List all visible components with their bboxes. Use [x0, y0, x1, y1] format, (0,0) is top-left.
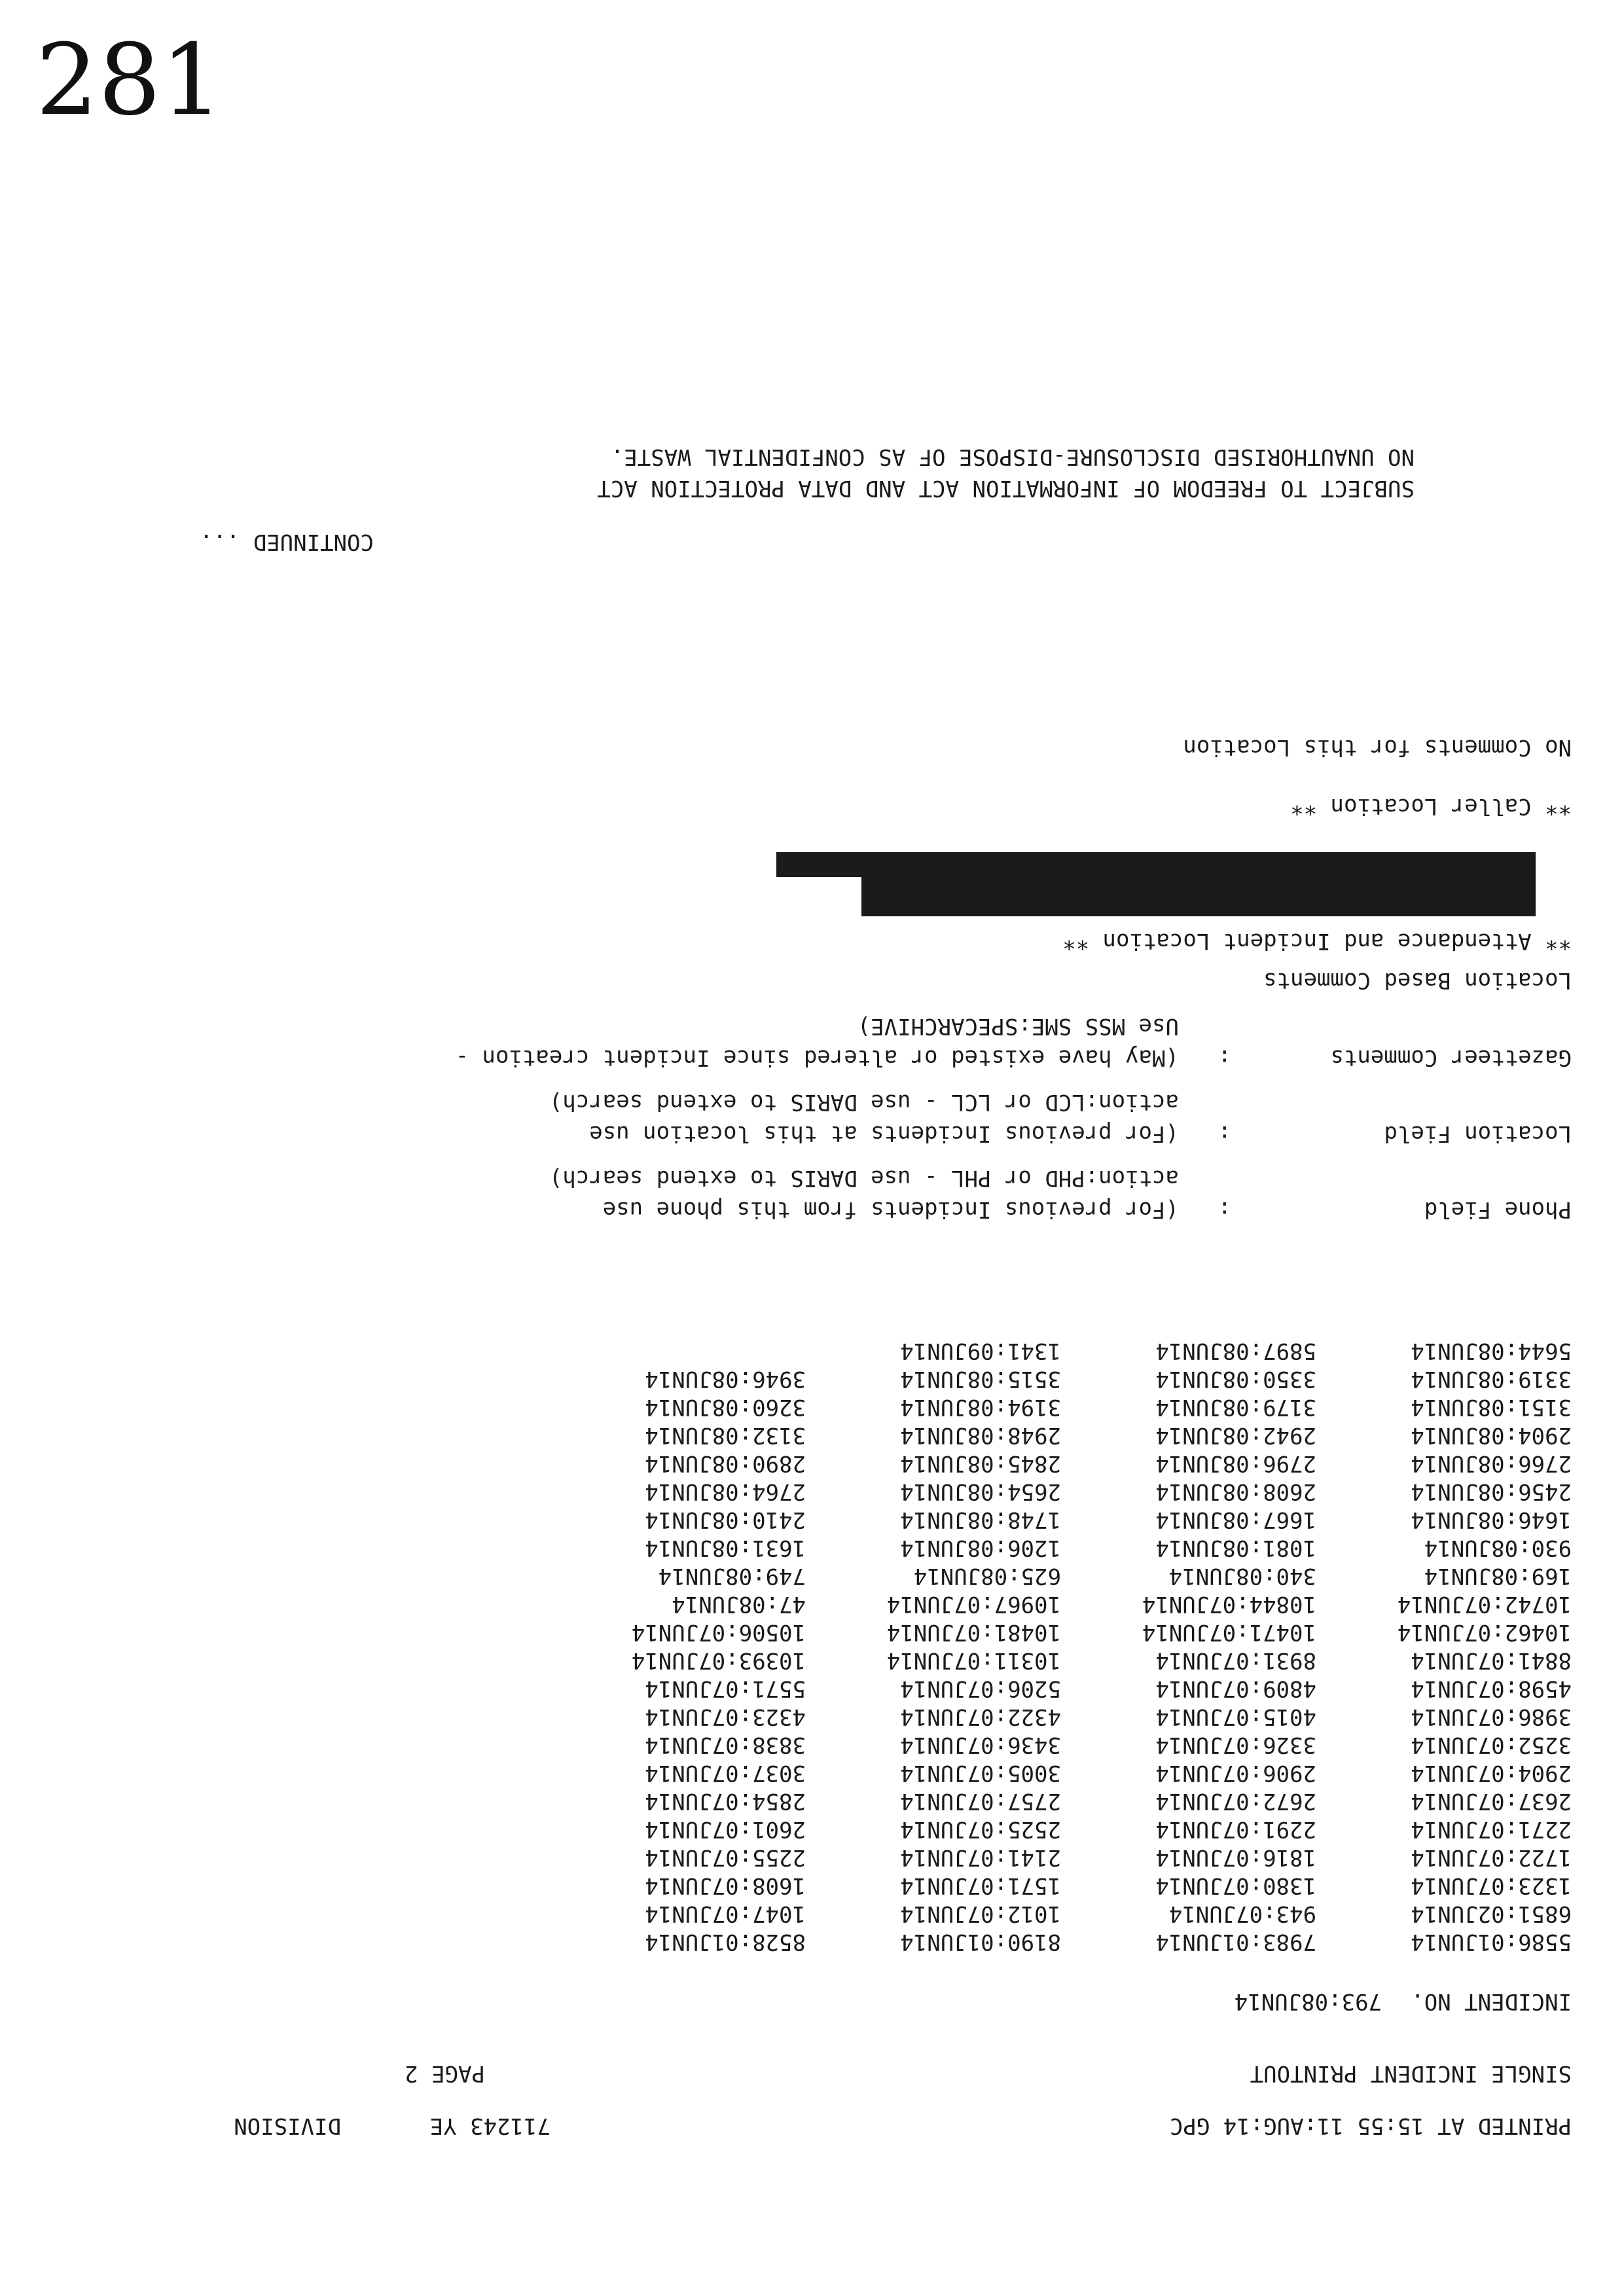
incident-cell: 10742:07JUN14: [1397, 1591, 1572, 1617]
continued-marker: CONTINUED ...: [199, 529, 374, 555]
no-comments-text: No Comments for this Location: [1183, 734, 1572, 761]
incident-label: INCIDENT NO.: [1411, 1988, 1572, 2015]
incident-cell: 4809:07JUN14: [1155, 1676, 1316, 1702]
incident-cell: 5571:07JUN14: [645, 1676, 806, 1702]
incident-cell: 1380:07JUN14: [1155, 1873, 1316, 1899]
incident-cell: 2796:08JUN14: [1155, 1450, 1316, 1477]
incident-cell: 47:08JUN14: [672, 1591, 806, 1617]
incident-cell: 1047:07JUN14: [645, 1901, 806, 1927]
incident-cell: 10967:07JUN14: [886, 1591, 1061, 1617]
incident-cell: 5586:01JUN14: [1411, 1929, 1572, 1955]
division-label: DIVISION: [234, 2113, 341, 2139]
incident-cell: 1081:08JUN14: [1155, 1535, 1316, 1561]
incident-cell: 3151:08JUN14: [1411, 1394, 1572, 1420]
incident-cell: 1748:08JUN14: [900, 1507, 1061, 1533]
incident-cell: 1608:07JUN14: [645, 1873, 806, 1899]
phone-field-colon: :: [1218, 1196, 1231, 1223]
location-field-note-line1: (For previous Incidents at this location use: [589, 1121, 1179, 1147]
redaction-bar: [776, 852, 1536, 877]
incident-cell: 4015:07JUN14: [1155, 1704, 1316, 1730]
incident-cell: 2854:07JUN14: [645, 1788, 806, 1814]
phone-field-label: Phone Field: [1424, 1196, 1572, 1223]
incident-cell: 4322:07JUN14: [900, 1704, 1061, 1730]
incident-column-3: [887, 1336, 1061, 1956]
incident-cell: 7983:01JUN14: [1155, 1929, 1316, 1955]
incident-cell: 1816:07JUN14: [1155, 1844, 1316, 1871]
incident-cell: 10844:07JUN14: [1142, 1591, 1316, 1617]
incident-cell: 2904:08JUN14: [1411, 1422, 1572, 1448]
incident-cell: 6851:02JUN14: [1411, 1901, 1572, 1927]
incident-cell: 2942:08JUN14: [1155, 1422, 1316, 1448]
incident-cell: 3194:08JUN14: [900, 1394, 1061, 1420]
incident-cell: 1571:07JUN14: [900, 1873, 1061, 1899]
incident-cell: 10393:07JUN14: [631, 1647, 806, 1674]
incident-cell: 3436:07JUN14: [900, 1732, 1061, 1758]
gazetteer-comments-note-line1: (May have existed or altered since Incident creation -: [455, 1045, 1179, 1071]
incident-cell: 1341:09JUN14: [900, 1338, 1061, 1364]
incident-cell: 2890:08JUN14: [645, 1450, 806, 1477]
incident-cell: 5644:08JUN14: [1411, 1338, 1572, 1364]
incident-cell: 2906:07JUN14: [1155, 1760, 1316, 1786]
incident-cell: 8190:01JUN14: [900, 1929, 1061, 1955]
incident-cell: 2141:07JUN14: [900, 1844, 1061, 1871]
incident-column-1: [1398, 1336, 1572, 1956]
incident-cell: 2637:07JUN14: [1411, 1788, 1572, 1814]
incident-column-2: [1142, 1336, 1316, 1956]
incident-cell: 2904:07JUN14: [1411, 1760, 1572, 1786]
incident-cell: [632, 1336, 806, 1365]
incident-cell: 749:08JUN14: [658, 1563, 806, 1589]
redaction-bar: [861, 877, 1536, 916]
gazetteer-comments-colon: :: [1218, 1045, 1231, 1071]
incident-cell: 8841:07JUN14: [1411, 1647, 1572, 1674]
incident-cell: 3005:07JUN14: [900, 1760, 1061, 1786]
incident-cell: 3260:08JUN14: [645, 1394, 806, 1420]
incident-cell: 3986:07JUN14: [1411, 1704, 1572, 1730]
printed-at-line: PRINTED AT 15:55 11:AUG:14 GPC: [1169, 2113, 1572, 2139]
incident-cell: 3132:08JUN14: [645, 1422, 806, 1448]
phone-field-note-line1: (For previous Incidents from this phone use: [602, 1196, 1179, 1223]
incident-cell: 1722:07JUN14: [1411, 1844, 1572, 1871]
incident-cell: 169:08JUN14: [1424, 1563, 1572, 1589]
incident-cell: 2608:08JUN14: [1155, 1479, 1316, 1505]
gazetteer-comments-note-line2: Use MSS SME:SPECARCHIVE): [857, 1013, 1179, 1039]
incident-cell: 3838:07JUN14: [645, 1732, 806, 1758]
incident-cell: 943:07JUN14: [1168, 1901, 1316, 1927]
phone-field-note-line2: action:PHD or PHL - use DARIS to extend search): [549, 1165, 1179, 1191]
gazetteer-comments-label: Gazetteer Comments: [1330, 1045, 1572, 1071]
location-field-label: Location Field: [1384, 1121, 1572, 1147]
document-title: SINGLE INCIDENT PRINTOUT: [1250, 2060, 1572, 2087]
reference-code: 711243 YE: [429, 2113, 550, 2139]
incident-cell: 10471:07JUN14: [1142, 1619, 1316, 1645]
incident-cell: 2654:08JUN14: [900, 1479, 1061, 1505]
incident-cell: 3350:08JUN14: [1155, 1366, 1316, 1392]
incident-cell: 3037:07JUN14: [645, 1760, 806, 1786]
attendance-location-heading: ** Attendance and Incident Location **: [1062, 928, 1572, 954]
incident-cell: 2845:08JUN14: [900, 1450, 1061, 1477]
incident-cell: 4323:07JUN14: [645, 1704, 806, 1730]
incident-cell: 2456:08JUN14: [1411, 1479, 1572, 1505]
incident-cell: 5206:07JUN14: [900, 1676, 1061, 1702]
incident-cell: 3326:07JUN14: [1155, 1732, 1316, 1758]
incident-cell: 2764:08JUN14: [645, 1479, 806, 1505]
incident-cell: 3515:08JUN14: [900, 1366, 1061, 1392]
incident-cell: 1323:07JUN14: [1411, 1873, 1572, 1899]
incident-cell: 4598:07JUN14: [1411, 1676, 1572, 1702]
incident-cell: 10481:07JUN14: [886, 1619, 1061, 1645]
foi-notice-line2: NO UNAUTHORISED DISCLOSURE-DISPOSE OF AS CONFIDENTIAL WASTE.: [610, 444, 1415, 470]
incident-cell: 340:08JUN14: [1168, 1563, 1316, 1589]
incident-cell: 2948:08JUN14: [900, 1422, 1061, 1448]
caller-location-heading: ** Caller Location **: [1290, 793, 1572, 819]
incident-cell: 8528:01JUN14: [645, 1929, 806, 1955]
incident-number: 793:08JUN14: [1234, 1988, 1382, 2015]
location-based-comments-heading: Location Based Comments: [1263, 967, 1572, 994]
incident-cell: 1646:08JUN14: [1411, 1507, 1572, 1533]
incident-cell: 2672:07JUN14: [1155, 1788, 1316, 1814]
incident-cell: 10506:07JUN14: [631, 1619, 806, 1645]
incident-cell: 8931:07JUN14: [1155, 1647, 1316, 1674]
handwritten-page-number: 281: [35, 24, 223, 137]
incident-cell: 1206:08JUN14: [900, 1535, 1061, 1561]
incident-cell: 3252:07JUN14: [1411, 1732, 1572, 1758]
location-field-note-line2: action:LCD or LCL - use DARIS to extend search): [549, 1089, 1179, 1115]
incident-cell: 2766:08JUN14: [1411, 1450, 1572, 1477]
location-field-colon: :: [1218, 1121, 1231, 1147]
incident-cell: 2255:07JUN14: [645, 1844, 806, 1871]
incident-cell: 2757:07JUN14: [900, 1788, 1061, 1814]
incident-cell: 2601:07JUN14: [645, 1816, 806, 1842]
incident-cell: 2291:07JUN14: [1155, 1816, 1316, 1842]
incident-cell: 2410:08JUN14: [645, 1507, 806, 1533]
incident-cell: 5897:08JUN14: [1155, 1338, 1316, 1364]
incident-cell: 1667:08JUN14: [1155, 1507, 1316, 1533]
page-number: PAGE 2: [405, 2060, 485, 2087]
incident-cell: 930:08JUN14: [1424, 1535, 1572, 1561]
incident-cell: 1631:08JUN14: [645, 1535, 806, 1561]
incident-cell: 3319:08JUN14: [1411, 1366, 1572, 1392]
incident-cell: 3946:08JUN14: [645, 1366, 806, 1392]
incident-cell: 1012:07JUN14: [900, 1901, 1061, 1927]
foi-notice-line1: SUBJECT TO FREEDOM OF INFORMATION ACT AND DATA PROTECTION ACT: [597, 475, 1415, 501]
incident-cell: 2271:07JUN14: [1411, 1816, 1572, 1842]
incident-cell: 2525:07JUN14: [900, 1816, 1061, 1842]
incident-cell: 625:08JUN14: [913, 1563, 1061, 1589]
incident-cell: 10462:07JUN14: [1397, 1619, 1572, 1645]
incident-column-4: [632, 1336, 806, 1956]
incident-cell: 10311:07JUN14: [886, 1647, 1061, 1674]
incident-cell: 3179:08JUN14: [1155, 1394, 1316, 1420]
